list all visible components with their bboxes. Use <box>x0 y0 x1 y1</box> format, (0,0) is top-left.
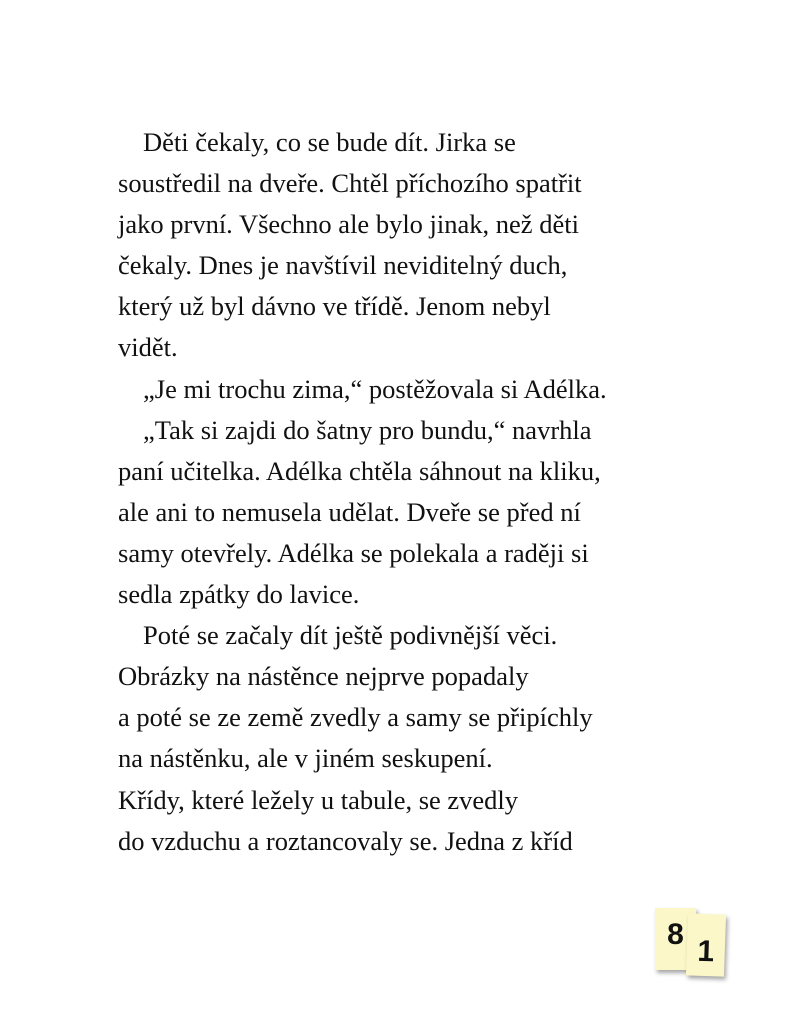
text-line: vidět. <box>118 332 178 363</box>
text-line: soustředil na dveře. Chtěl příchozího spatřit <box>118 168 582 199</box>
page-number-card-ones <box>686 913 726 976</box>
text-line: „Je mi trochu zima,“ postěžovala si Adélka. <box>143 373 607 404</box>
text-line: který už byl dávno ve třídě. Jenom nebyl <box>118 291 551 322</box>
text-line: sedla zpátky do lavice. <box>118 579 360 610</box>
text-line: „Tak si zajdi do šatny pro bundu,“ navrhla <box>143 414 592 445</box>
text-line: Křídy, které ležely u tabule, se zvedly <box>118 784 519 815</box>
text-line: Poté se začaly dít ještě podivnější věci. <box>143 620 558 651</box>
text-line: Děti čekaly, co se bude dít. Jirka se <box>143 127 516 157</box>
text-line: paní učitelka. Adélka chtěla sáhnout na kliku, <box>118 455 601 486</box>
text-line: samy otevřely. Adélka se polekala a raději si <box>118 537 589 568</box>
page-number-digit-tens: 8 <box>667 918 684 951</box>
text-line: a poté se ze země zvedly a samy se připíchly <box>118 702 593 733</box>
text-line: čekaly. Dnes je navštívil neviditelný duch, <box>118 250 568 281</box>
text-line: jako první. Všechno ale bylo jinak, než děti <box>118 209 579 240</box>
text-line: na nástěnku, ale v jiném seskupení. <box>118 743 493 774</box>
story-text <box>118 122 718 862</box>
text-line: do vzduchu a roztancovaly se. Jedna z kříd <box>118 825 573 856</box>
page-number-digit-ones: 1 <box>696 934 715 969</box>
text-line: Obrázky na nástěnce nejprve popadaly <box>118 661 529 692</box>
text-line: ale ani to nemusela udělat. Dveře se před ní <box>118 496 581 527</box>
